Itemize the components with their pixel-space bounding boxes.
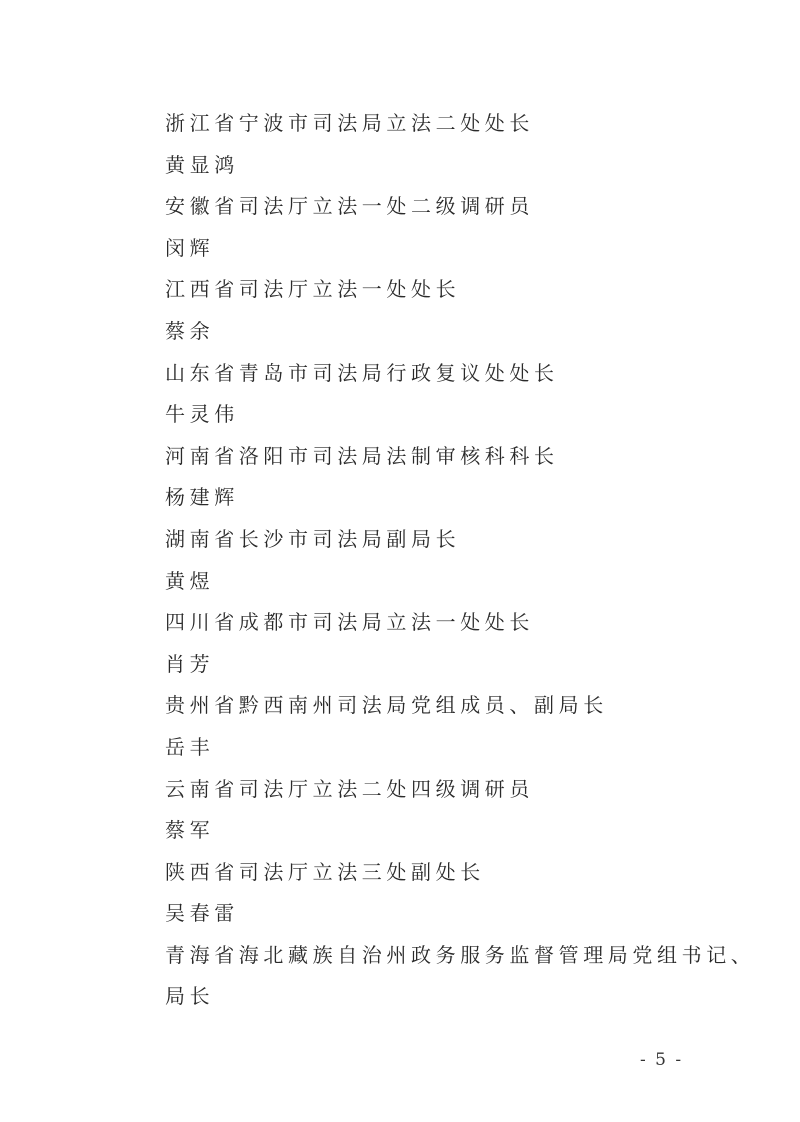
list-line: 江西省司法厅立法一处处长	[165, 277, 461, 302]
name-list	[165, 103, 756, 1018]
list-line: 浙江省宁波市司法局立法二处处长	[165, 111, 534, 135]
list-line: 闵辉	[165, 235, 215, 260]
list-line: 河南省洛阳市司法局法制审核科科长	[165, 443, 559, 468]
list-line: 四川省成都市司法局立法一处处长	[165, 610, 534, 635]
list-line: 杨建辉	[165, 485, 239, 510]
list-line: 肖芳	[165, 651, 215, 676]
list-line: 贵州省黔西南州司法局党组成员、副局长	[165, 693, 608, 718]
list-line: 山东省青岛市司法局行政复议处处长	[165, 360, 559, 385]
list-line: 陕西省司法厅立法三处副处长	[165, 859, 485, 884]
list-line: 岳丰	[165, 734, 215, 759]
list-line: 黄显鸿	[165, 152, 239, 177]
list-line: 云南省司法厅立法二处四级调研员	[165, 776, 534, 801]
list-line: 蔡余	[165, 318, 215, 343]
page-number: - 5 -	[640, 1050, 684, 1070]
list-line: 青海省海北藏族自治州政务服务监督管理局党组书记、	[165, 942, 756, 967]
list-line: 蔡军	[165, 818, 215, 843]
list-line: 吴春雷	[165, 901, 239, 926]
list-line: 局长	[165, 984, 215, 1009]
list-line: 湖南省长沙市司法局副局长	[165, 526, 461, 551]
list-line: 安徽省司法厅立法一处二级调研员	[165, 194, 534, 219]
list-line: 黄煜	[165, 568, 215, 593]
list-line: 牛灵伟	[165, 402, 239, 427]
